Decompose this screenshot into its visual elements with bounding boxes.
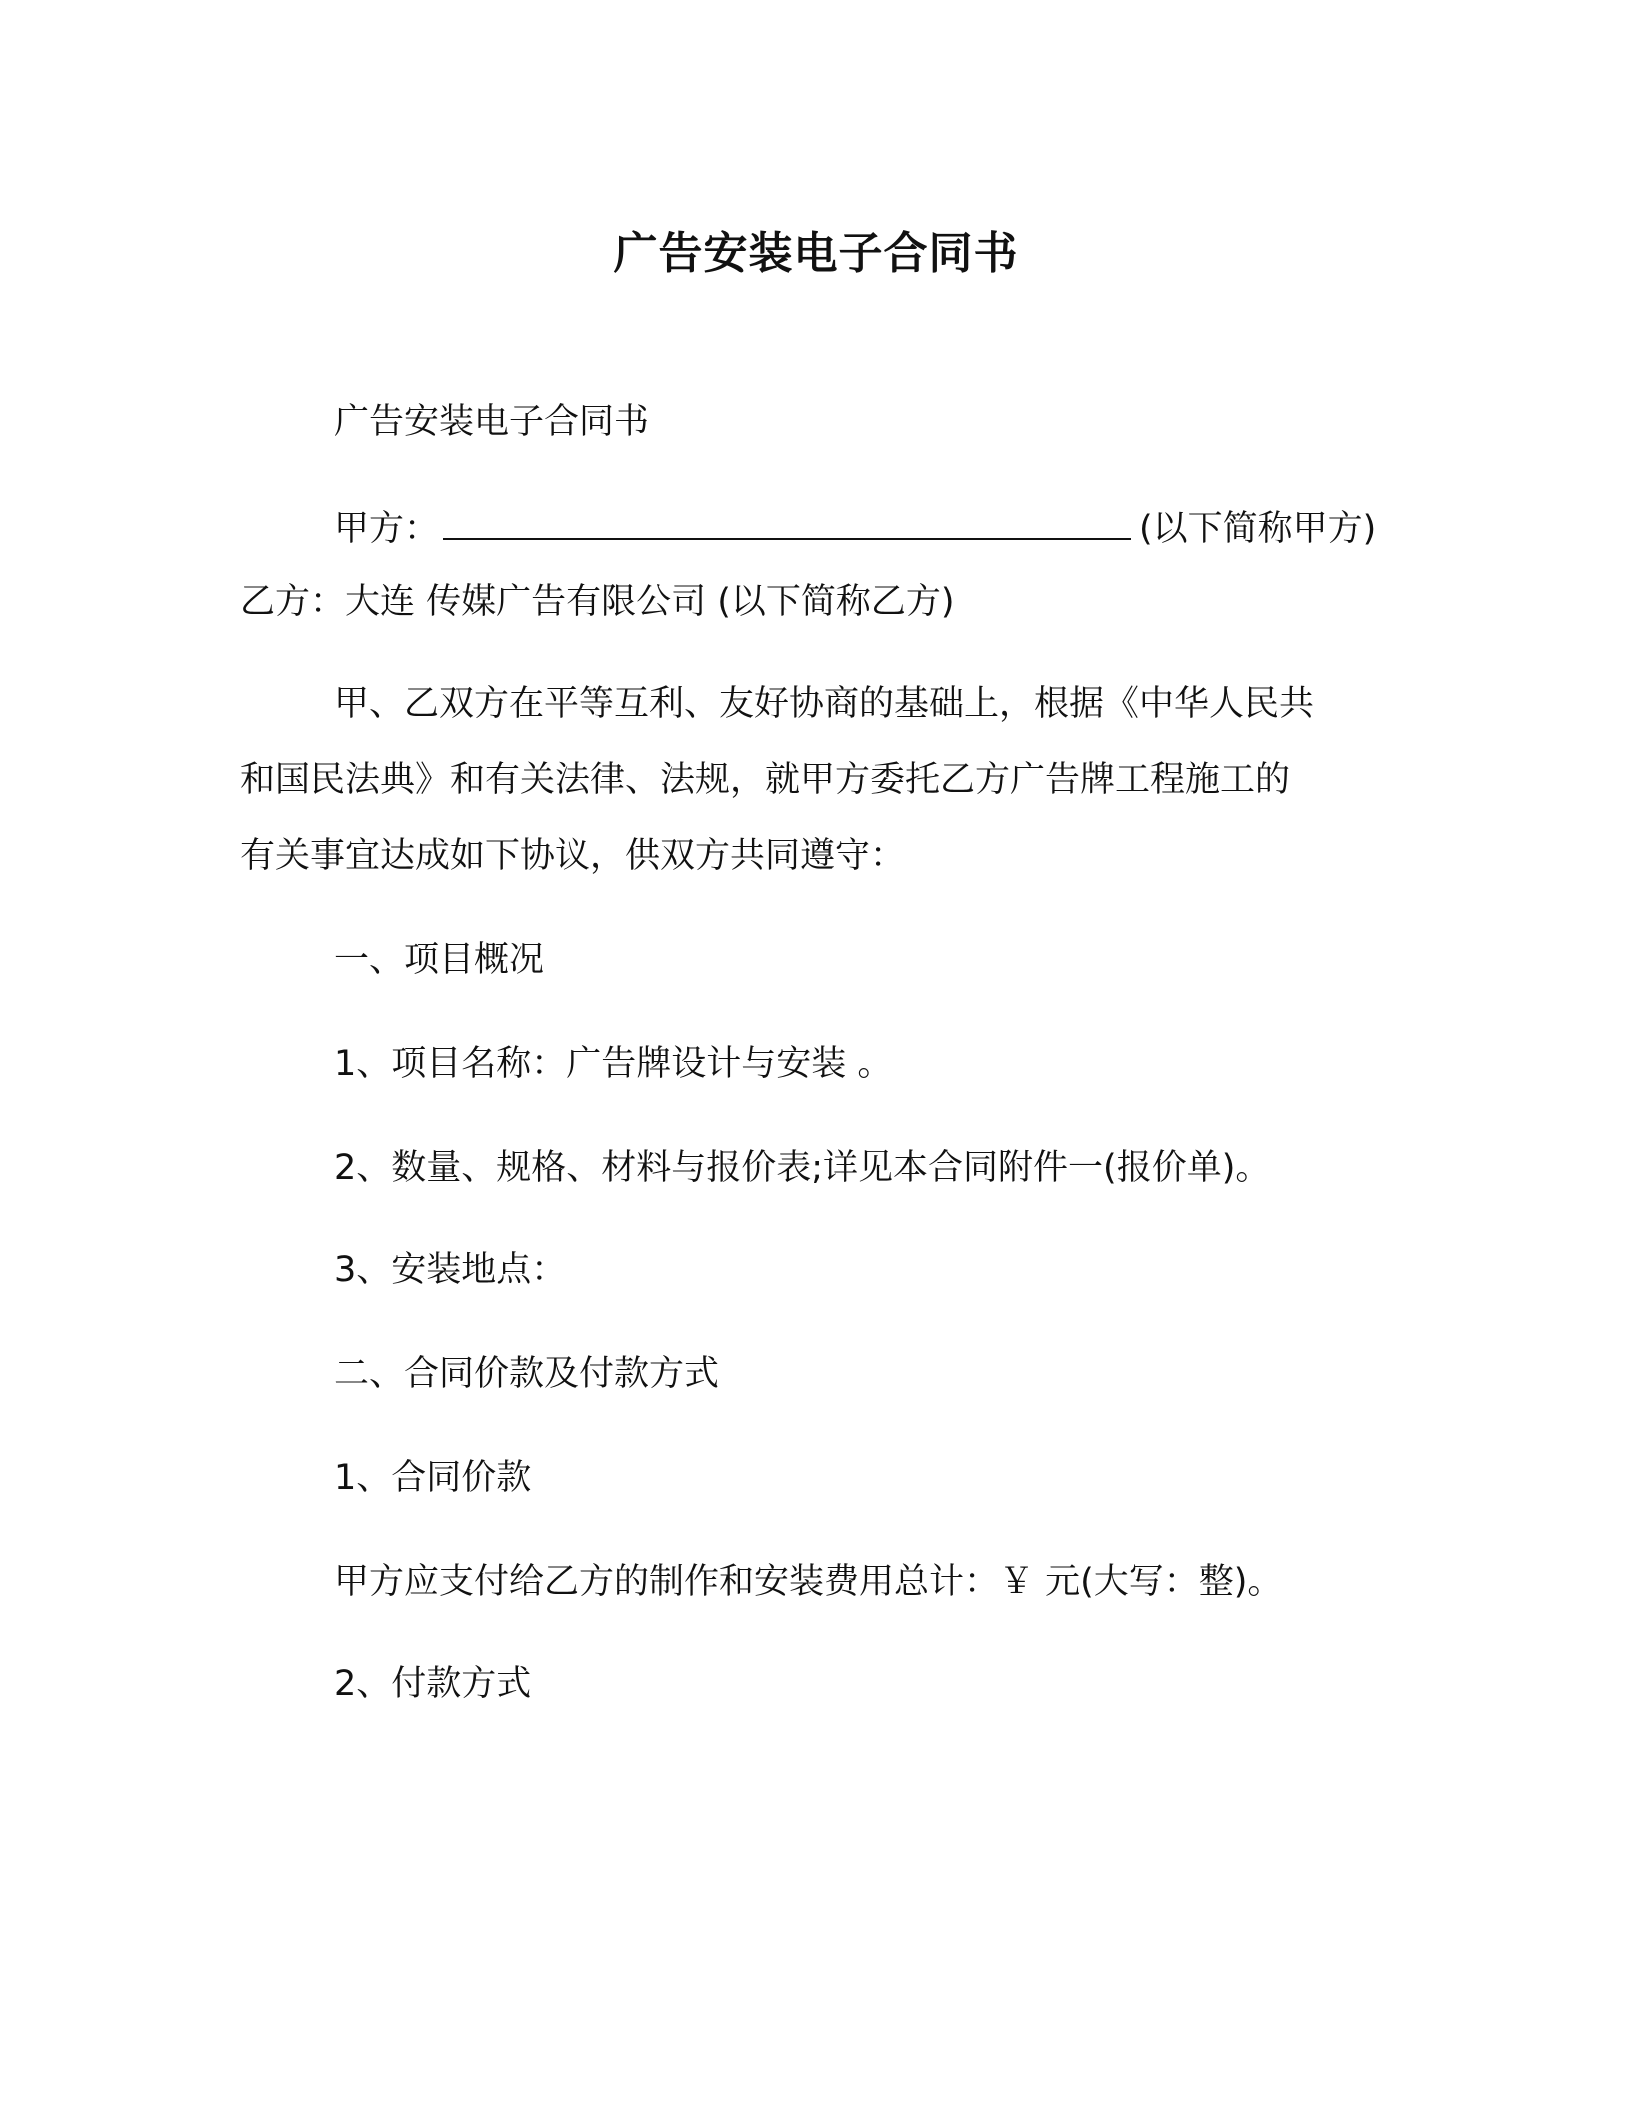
party-a-suffix: (以下简称甲方) (1139, 509, 1377, 549)
party-a-blank (443, 502, 1131, 540)
document-subtitle: 广告安装电子合同书 (334, 402, 650, 442)
document-title: 广告安装电子合同书 (613, 228, 1019, 279)
preamble-line-2: 和国民法典》和有关法律、法规，就甲方委托乙方广告牌工程施工的 (240, 760, 1291, 800)
section-2-item-1-body: 甲方应支付给乙方的制作和安装费用总计：￥ 元(大写：整)。 (334, 1562, 1283, 1602)
section-2-heading: 二、合同价款及付款方式 (334, 1354, 720, 1394)
section-1-item-1: 1、项目名称：广告牌设计与安装 。 (334, 1044, 893, 1084)
section-1-item-2: 2、数量、规格、材料与报价表;详见本合同附件一(报价单)。 (334, 1148, 1271, 1188)
party-a-line (334, 502, 1376, 553)
party-a-label: 甲方： (334, 509, 440, 549)
preamble-line-1: 甲、乙双方在平等互利、友好协商的基础上，根据《中华人民共 (334, 684, 1315, 724)
preamble-line-3: 有关事宜达成如下协议，供双方共同遵守： (240, 836, 906, 876)
section-1-item-3: 3、安装地点： (334, 1250, 567, 1290)
section-2-item-2: 2、付款方式 (334, 1664, 532, 1704)
party-b-line: 乙方：大连 传媒广告有限公司 (以下简称乙方) (240, 582, 955, 622)
section-2-item-1: 1、合同价款 (334, 1458, 532, 1498)
section-1-heading: 一、项目概况 (334, 940, 545, 980)
